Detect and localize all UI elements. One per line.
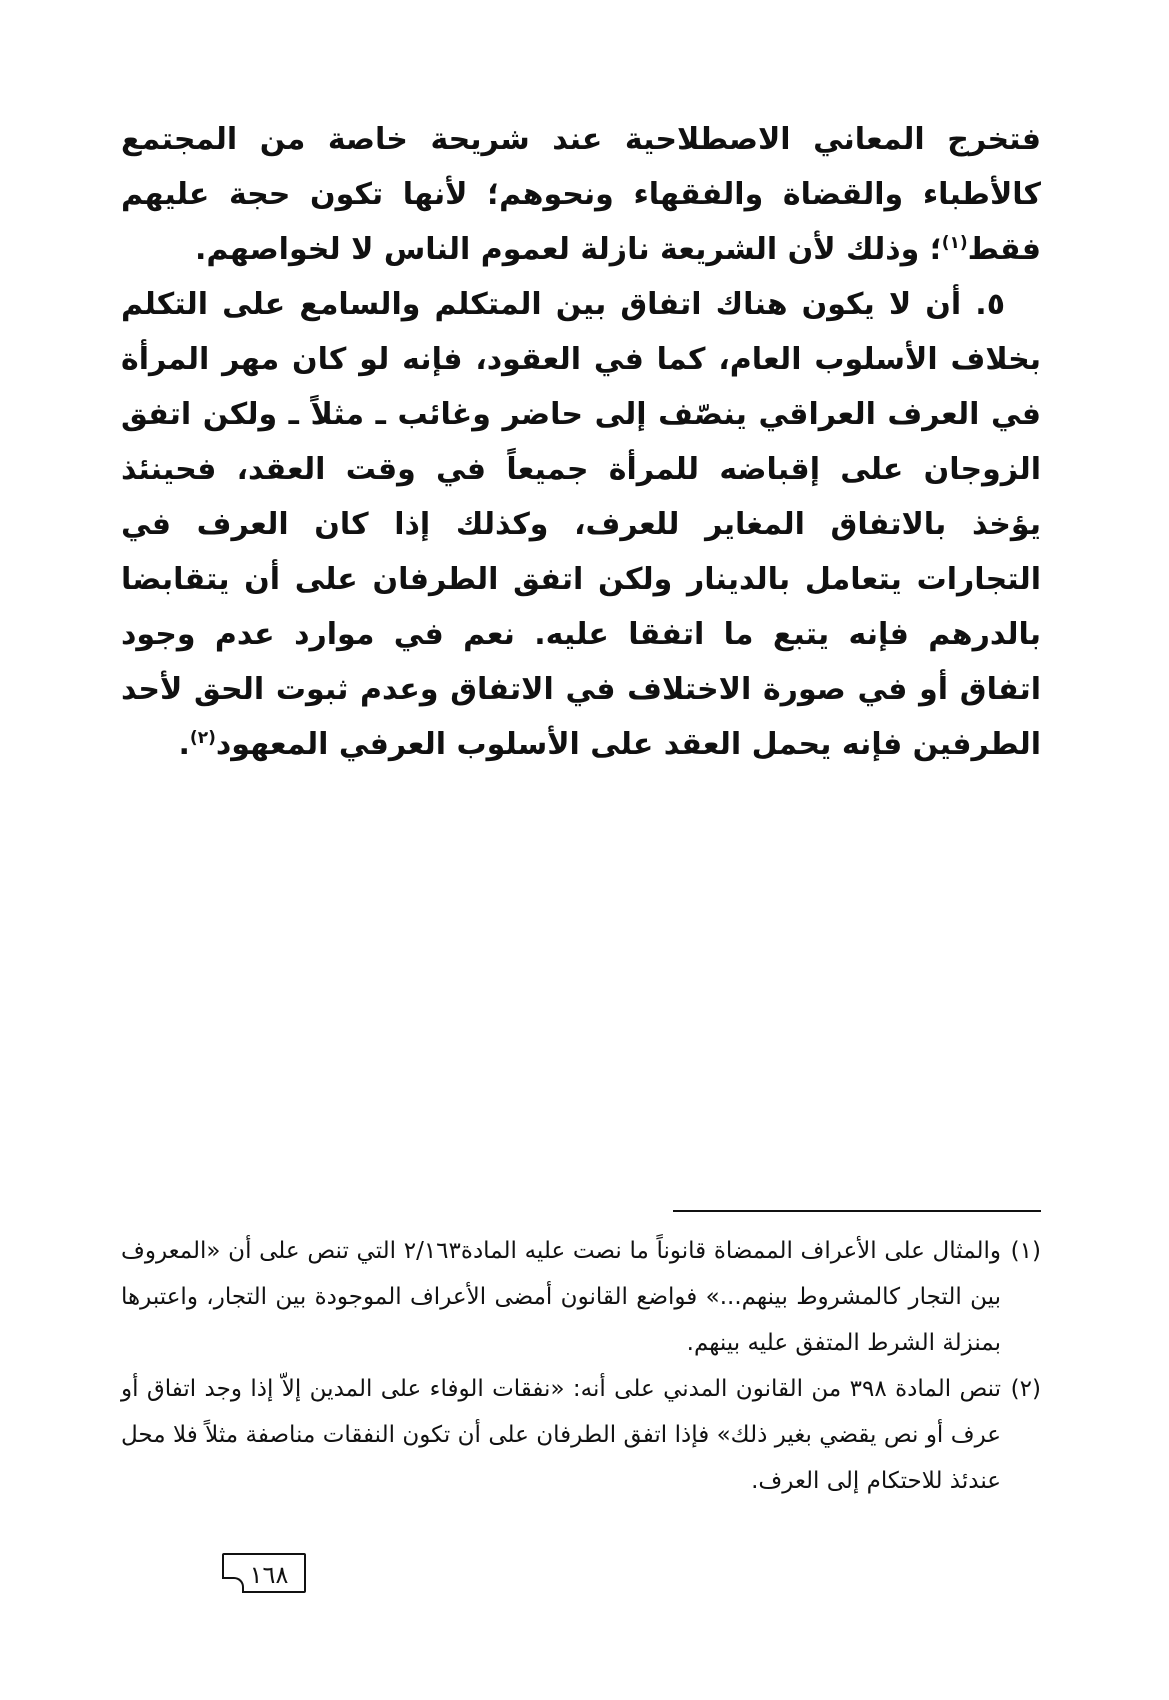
footnote-text: تنص المادة ٣٩٨ من القانون المدني على أنه: «نفقات الوفاء على المدين إلاّ إذا وجد اتفاق أو عرف أو نص يقضي بغير ذلك» فإذا اتفق الطرفان على أن تكون النفقات مناصفة مثلاً فلا محل عندئذ للاحتكام إلى العرف. bbox=[121, 1376, 1001, 1494]
paragraph-2 bbox=[121, 277, 1041, 772]
page-number: ١٦٨ bbox=[249, 1561, 289, 1589]
footnote-ref-1[interactable]: (١) bbox=[941, 233, 968, 253]
page-number-box bbox=[222, 1553, 306, 1593]
footnote-number: (٢) bbox=[1010, 1376, 1041, 1402]
footnote-2 bbox=[121, 1366, 1041, 1504]
footnote-separator bbox=[673, 1210, 1041, 1212]
paragraph-1-text-end: ؛ وذلك لأن الشريعة نازلة لعموم الناس لا لخواصهم. bbox=[194, 232, 942, 267]
paragraph-2-text: ٥. أن لا يكون هناك اتفاق بين المتكلم والسامع على التكلم بخلاف الأسلوب العام، كما في العقود، فإنه لو كان مهر المرأة في العرف العراقي ينصّف إلى حاضر وغائب ـ مثلاً ـ ولكن اتفق الزوجان على إقباضه للمرأة جميعاً في وقت العقد، فحينئذ يؤخذ بالاتفاق المغاير للعرف، وكذلك إذا كان العرف في التجارات يتعامل بالدينار ولكن اتفق الطرفان على أن يتقابضا بالدرهم فإنه يتبع ما اتفقا عليه. نعم في موارد عدم وجود اتفاق أو في صورة الاختلاف في الاتفاق وعدم ثبوت الحق لأحد الطرفين فإنه يحمل العقد على الأسلوب العرفي المعهود bbox=[121, 287, 1041, 762]
footnote-number: (١) bbox=[1010, 1238, 1041, 1264]
footnote-ref-2[interactable]: (٢) bbox=[189, 728, 216, 748]
main-text bbox=[121, 112, 1041, 772]
paragraph-1-text: فتخرج المعاني الاصطلاحية عند شريحة خاصة من المجتمع كالأطباء والقضاة والفقهاء ونحوهم؛ لأنها تكون حجة عليهم فقط bbox=[121, 122, 1041, 267]
footnote-text: والمثال على الأعراف الممضاة قانوناً ما نصت عليه المادة٢/١٦٣ التي تنص على أن «المعروف بين التجار كالمشروط بينهم...» فواضع القانون أمضى الأعراف الموجودة بين التجار، واعتبرها بمنزلة الشرط المتفق عليه بينهم. bbox=[121, 1238, 1001, 1356]
paragraph-2-text-end: . bbox=[178, 727, 190, 762]
paragraph-1 bbox=[121, 112, 1041, 277]
footnote-1 bbox=[121, 1228, 1041, 1366]
footnotes bbox=[121, 1228, 1041, 1504]
